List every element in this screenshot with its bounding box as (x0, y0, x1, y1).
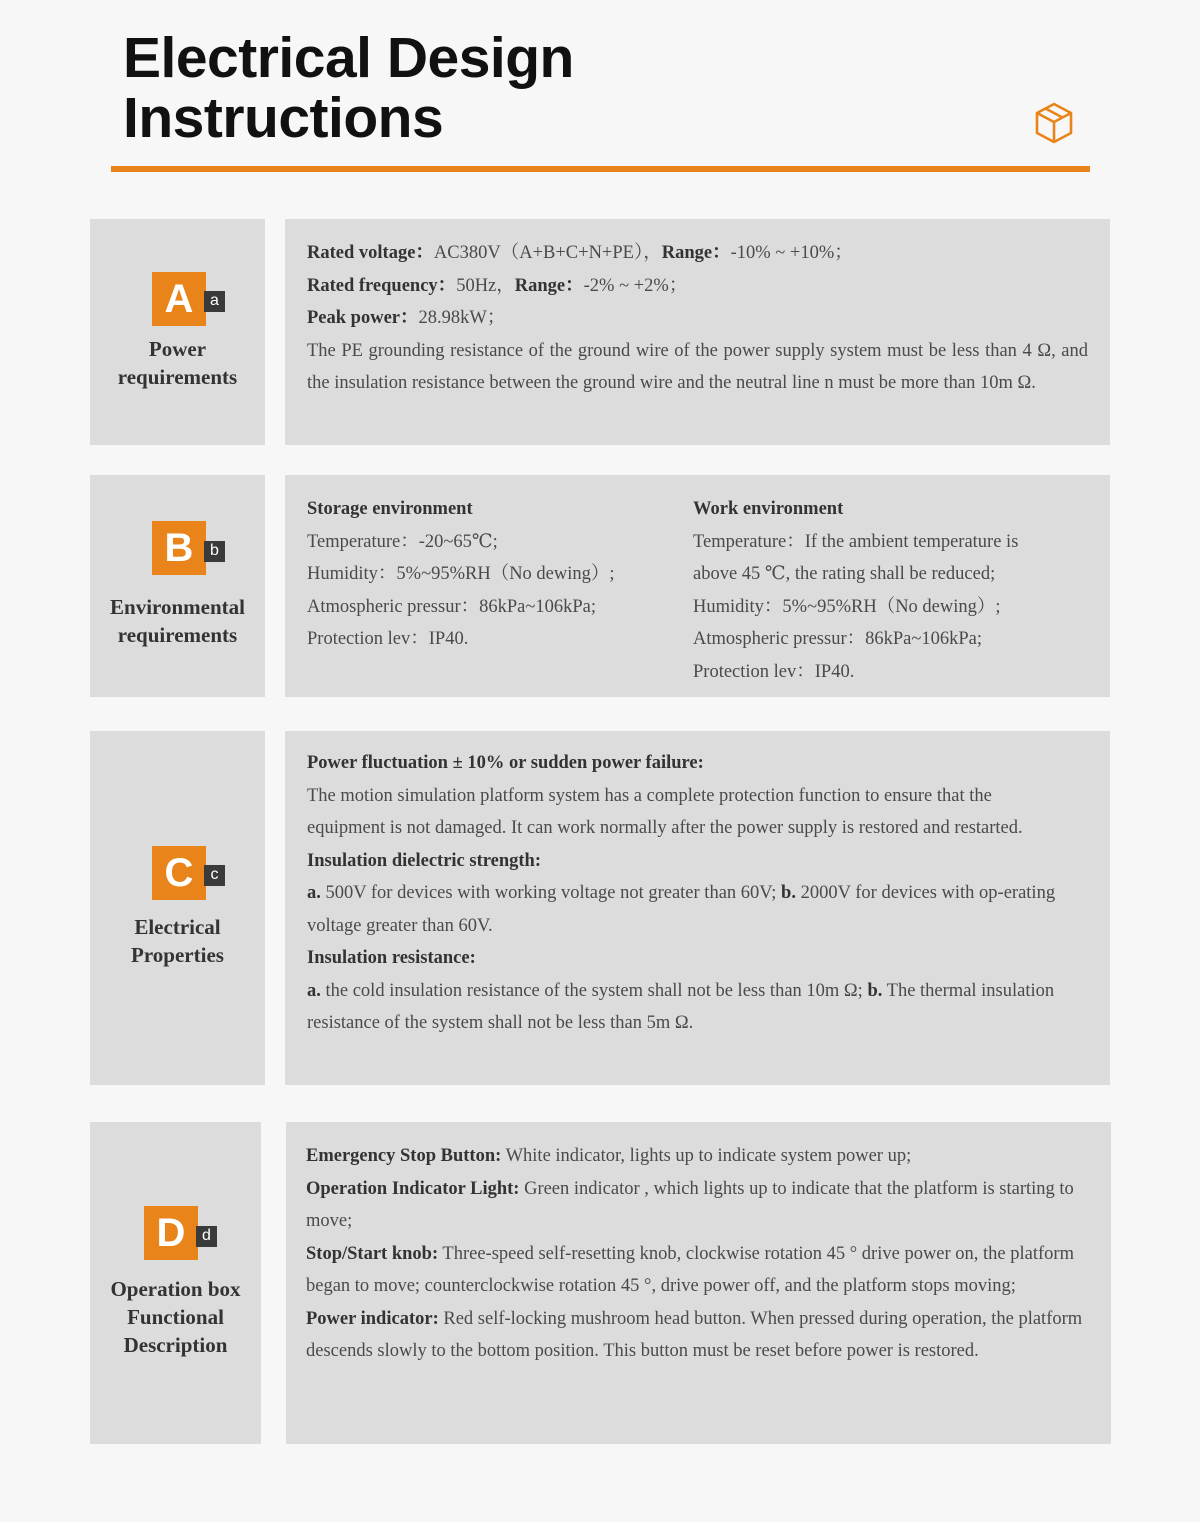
dielectric-text: a. 500V for devices with working voltage not greater than 60V; b. 2000V for devices with op-erating voltage greater than 60V. (307, 883, 1056, 936)
rated-frequency-line: Rated frequency：50Hz，Range：-2% ~ +2%； (307, 275, 688, 296)
page-title (123, 28, 574, 148)
peak-power-line: Peak power：28.98kW； (307, 308, 506, 328)
fluctuation-heading: Power fluctuation ± 10% or sudden power failure: (307, 753, 704, 773)
section-a-title: Power requirements (117, 337, 238, 389)
work-line: Atmospheric pressur：86kPa~106kPa; (693, 629, 983, 649)
section-d-content (286, 1122, 1111, 1444)
section-b-content (285, 475, 1110, 697)
section-d-title: Operation box Functional Description (110, 1277, 241, 1357)
operation-indicator-text: Operation Indicator Light: Green indicator , which lights up to indicate that the platform is starting to move; (306, 1178, 1074, 1231)
section-b-badge: B (152, 521, 206, 575)
resistance-heading: Insulation resistance: (307, 948, 476, 968)
section-a-badge: A (152, 272, 206, 326)
work-line: Temperature：If the ambient temperature is (693, 531, 1019, 552)
section-b-label (90, 475, 265, 697)
section-d-badge: D (144, 1206, 198, 1260)
resistance-text: a. the cold insulation resistance of the system shall not be less than 10m Ω; b. The thermal insulation resistance of the system shall not be less than 5m Ω. (307, 980, 1055, 1033)
storage-environment (307, 493, 615, 656)
section-a-content (285, 219, 1110, 445)
section-b-sub-badge: b (204, 541, 225, 562)
dielectric-heading: Insulation dielectric strength: (307, 850, 541, 871)
section-d-label (90, 1122, 261, 1444)
section-c-title: Electrical Properties (131, 915, 224, 967)
page-title-line-2: Instructions (123, 86, 444, 150)
storage-line: Protection lev：IP40. (307, 629, 469, 649)
pe-grounding-text: The PE grounding resistance of the ground wire of the power supply system must be less than 4 Ω, and the insulation resistance between the ground wire and the neutral line n must be more than 10m Ω. (307, 340, 1088, 393)
power-indicator-text: Power indicator: Red self-locking mushroom head button. When pressed during operation, the platform descends slowly to the bottom position. This button must be reset before power is restored. (306, 1308, 1083, 1361)
section-c-label (90, 731, 265, 1085)
section-d-sub-badge: d (196, 1226, 217, 1247)
section-c-badge: C (152, 846, 206, 900)
section-a-sub-badge: a (204, 291, 225, 312)
work-heading: Work environment (693, 499, 844, 519)
section-c-sub-badge: c (204, 865, 225, 886)
work-line: Protection lev：IP40. (693, 661, 855, 682)
rated-voltage-line: Rated voltage：AC380V（A+B+C+N+PE），Range：-10% ~ +10%； (307, 243, 853, 263)
cube-icon (1032, 101, 1076, 145)
work-line: Humidity：5%~95%RH（No dewing）; (693, 596, 1001, 617)
section-a-label (90, 219, 265, 445)
storage-line: Humidity：5%~95%RH（No dewing）; (307, 564, 615, 584)
page-title-line-1: Electrical Design (123, 26, 574, 90)
section-b-title: Environmental requirements (110, 595, 245, 647)
work-environment (693, 493, 1018, 688)
work-line: above 45 ℃, the rating shall be reduced; (693, 564, 996, 584)
storage-heading: Storage environment (307, 499, 473, 519)
title-underline (111, 166, 1090, 172)
stop-start-knob-text: Stop/Start knob: Three-speed self-resetting knob, clockwise rotation 45 ° drive power on, the platform began to move; counterclockwise rotation 45 °, drive power off, and the platform stops moving; (306, 1243, 1074, 1296)
fluctuation-text: The motion simulation platform system has a complete protection function to ensure that the equipment is not damaged. It can work normally after the power supply is restored and restarted. (307, 785, 1023, 838)
section-c-content (285, 731, 1110, 1085)
storage-line: Temperature：-20~65℃; (307, 531, 498, 552)
emergency-stop-text: Emergency Stop Button: White indicator, lights up to indicate system power up; (306, 1146, 912, 1166)
storage-line: Atmospheric pressur：86kPa~106kPa; (307, 596, 597, 617)
